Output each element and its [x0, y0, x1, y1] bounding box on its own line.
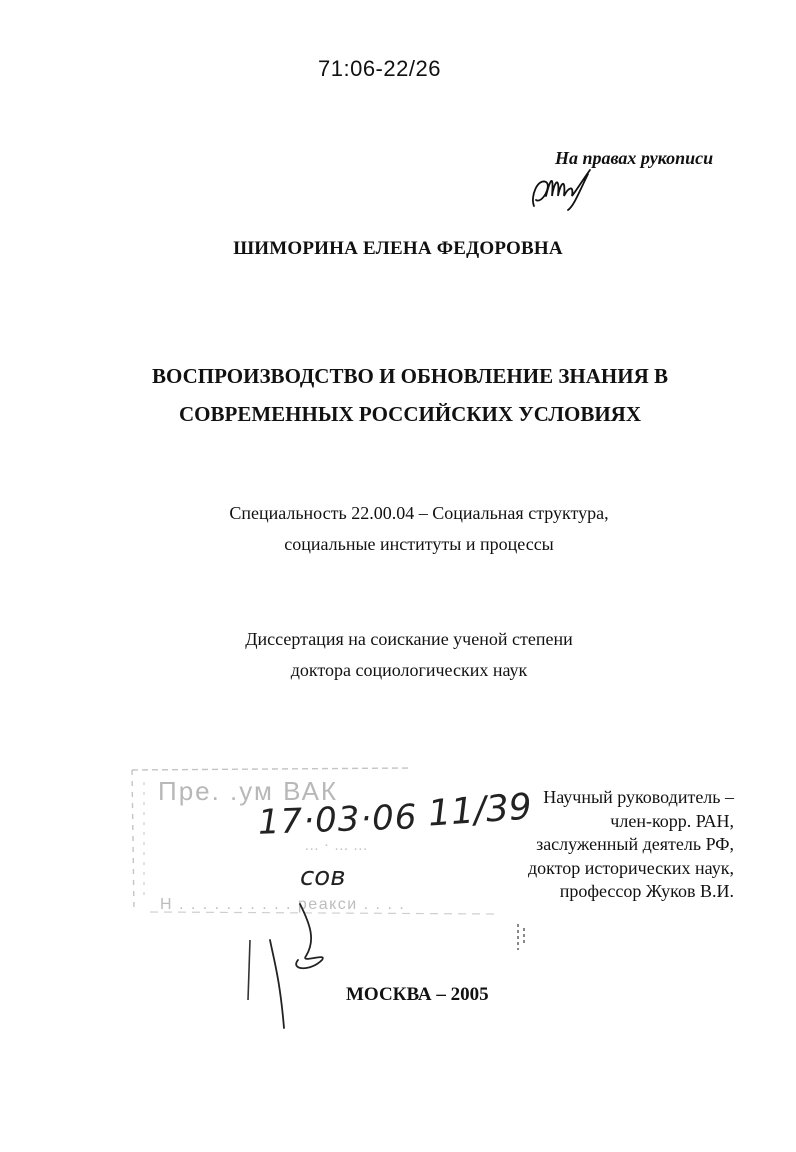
specialty-line-2: социальные институты и процессы [284, 534, 554, 554]
supervisor-line-5: профессор Жуков В.И. [559, 881, 734, 901]
title-line-2: СОВРЕМЕННЫХ РОССИЙСКИХ УСЛОВИЯХ [178, 402, 642, 426]
degree-line-1: Диссертация на соискание ученой степени [245, 629, 573, 649]
stamp-date: 17·03·06 [257, 797, 419, 843]
supervisor-line-2: член-корр. РАН, [610, 810, 734, 831]
author-name: ШИМОРИНА ЕЛЕНА ФЕДОРОВНА [233, 238, 563, 259]
stamp-line-2: ... · ... ... [305, 838, 368, 854]
call-number: 71:06-22/26 [318, 56, 441, 81]
title-line-1: ВОСПРОИЗВОДСТВО И ОБНОВЛЕНИЕ ЗНАНИЯ В [152, 364, 668, 388]
supervisor-line-4: доктор исторических наук, [528, 857, 734, 878]
degree-line-2: доктора социологических наук [290, 660, 528, 680]
signature-icon [528, 166, 608, 212]
specialty [0, 498, 796, 560]
stamp-number: 11/39 [426, 786, 534, 835]
supervisor-line-3: заслуженный деятель РФ, [536, 834, 734, 854]
handwritten-scribble-icon [240, 900, 360, 1030]
specialty-line-1: Специальность 22.00.04 – Социальная структура, [229, 503, 609, 523]
supervisor-line-1: Научный руководитель – [543, 787, 734, 807]
stamp-handwriting: сов [300, 862, 346, 892]
dissertation-title [0, 357, 796, 433]
stamp-title: Пре. .ум ВАК [158, 776, 339, 806]
margin-marks [515, 922, 529, 952]
stamp-line-3: Н . . . . . . . . . . реакси . . . . [160, 896, 406, 913]
degree-statement [0, 624, 796, 686]
scientific-supervisor [528, 786, 734, 904]
city-year: МОСКВА – 2005 [346, 984, 489, 1005]
rights-notice: На правах рукописи [555, 148, 714, 168]
